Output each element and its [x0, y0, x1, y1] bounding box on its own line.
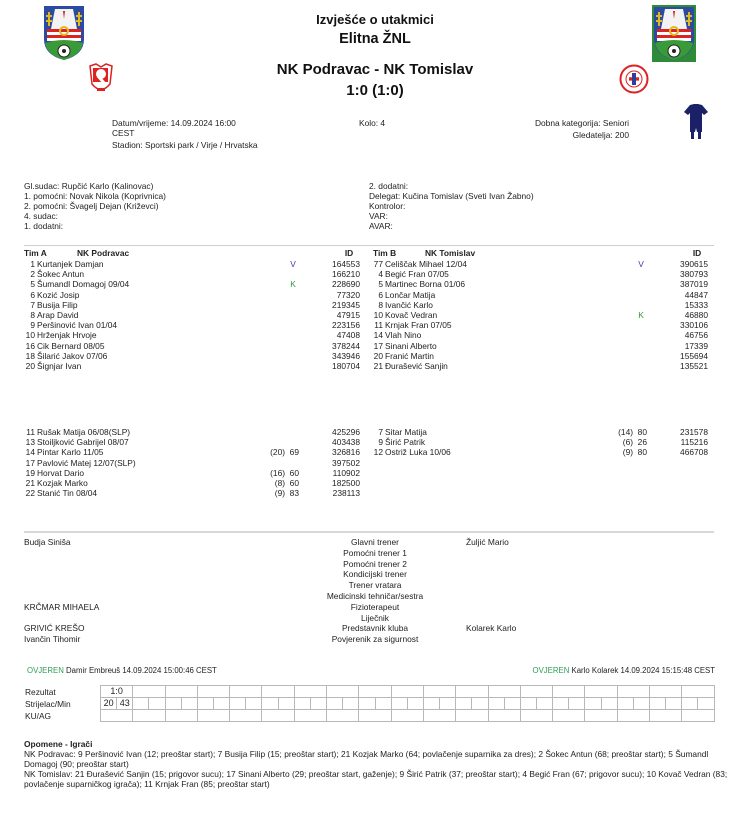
substitution-info: (8) 60	[274, 478, 299, 488]
player-number: 11	[374, 320, 383, 331]
player-name: Stoiljković Gabrijel 08/07	[37, 437, 129, 448]
scorer-cell	[585, 698, 601, 710]
minute-cell	[181, 698, 197, 710]
scorer-cell	[262, 698, 278, 710]
cards-cell	[197, 710, 229, 722]
result-cell	[359, 686, 391, 698]
result-cell	[391, 686, 423, 698]
official-additional-1: 1. dodatni:	[24, 221, 64, 231]
player-name: Kovač Vedran	[385, 310, 438, 320]
player-id: 326816	[332, 447, 360, 458]
cards-cell	[650, 710, 682, 722]
result-cell	[327, 686, 359, 698]
cards-cell	[294, 710, 326, 722]
official-assistant-1: 1. pomoćni: Novak Nikola (Koprivnica)	[24, 191, 166, 201]
verified-by: Damir Embreuš 14.09.2024 15:00:46 CEST	[66, 666, 217, 675]
staff-role: Fizioterapeut	[350, 601, 400, 612]
minute-cell	[375, 698, 391, 710]
scorer-cell: 20	[101, 698, 117, 710]
minute-cell	[246, 698, 262, 710]
player-number: 17	[25, 457, 35, 468]
minute-cell	[472, 698, 488, 710]
cautions-team-a: NK Podravac: 9 Peršinović Ivan (12; preoštar start); 7 Busija Filip (15; preoštar start); 21 Kozjak Marko (64; povlačenje suparnika za dres); 2 Šokec Antun (68; preoštar start); 5 Šumandl Domagoj (90; preoštar start)	[24, 749, 709, 769]
cards-cell	[585, 710, 617, 722]
scorer-cell	[230, 698, 246, 710]
player-number: 10	[373, 310, 383, 320]
player-number: 21	[25, 478, 35, 488]
player-name: Pintar Karlo 11/05	[37, 447, 104, 458]
cards-cell	[488, 710, 520, 722]
player-id: 238113	[332, 488, 360, 499]
substitution-info: (9) 80	[622, 447, 647, 458]
player-number: 9	[30, 320, 35, 331]
player-name: Busija Filip	[37, 299, 78, 310]
result-cell	[262, 686, 294, 698]
player-name: Sinani Alberto	[385, 340, 437, 351]
player-name: Arap David	[37, 310, 79, 320]
player-number: 7	[378, 427, 383, 437]
cards-cell	[165, 710, 197, 722]
player-name: Martinec Borna 01/06	[385, 279, 466, 290]
minute-cell	[278, 698, 294, 710]
player-id: 380793	[680, 269, 708, 280]
player-name: Ostriž Luka 10/06	[385, 447, 451, 458]
cards-cell	[262, 710, 294, 722]
minute-cell	[666, 698, 682, 710]
scorer-cell	[682, 698, 698, 710]
player-name: Šilarić Jakov 07/06	[37, 350, 108, 361]
staff-team-a-member: Budja Siniša	[24, 537, 71, 547]
player-number: 6	[30, 289, 35, 300]
result-cell	[230, 686, 262, 698]
team-b-label: Tim B	[373, 248, 397, 258]
player-number: 20	[25, 361, 35, 371]
match-title: NK Podravac - NK Tomislav	[276, 61, 474, 78]
player-name: Begić Fran 07/05	[385, 269, 449, 280]
player-number: 16	[25, 340, 35, 351]
player-id: 387019	[680, 279, 708, 290]
player-id: 110902	[332, 467, 360, 478]
result-cell	[294, 686, 326, 698]
player-number: 4	[378, 269, 383, 280]
official-fourth-referee: 4. sudac:	[24, 211, 58, 221]
staff-team-b-member: Kolarek Karlo	[466, 623, 517, 634]
player-id: 164553	[332, 259, 360, 269]
player-number: 21	[373, 361, 383, 371]
goalkeeper-mark: V	[290, 259, 296, 269]
substitution-info: (16) 60	[270, 467, 299, 478]
cautions-team-b: NK Tomislav: 21 Đurašević Sanjin (15; prigovor sucu); 17 Sinani Alberto (29; preoštar start, gaženje); 9 Širić Patrik (37; preoštar start); 4 Begić Fran (67; prigovor sucu); 10 Kovač Vedran (83; povlačenje suparničkog igrača); 11 Krnjak Fran (85; preoštar start)	[24, 769, 728, 789]
scorer-cell	[617, 698, 633, 710]
staff-role: Kondicijski trener	[343, 569, 407, 580]
cautions-title: Opomene - Igrači	[24, 739, 93, 749]
player-id: 182500	[332, 478, 360, 488]
result-cell	[520, 686, 552, 698]
scorer-cell	[197, 698, 213, 710]
cards-cell	[553, 710, 585, 722]
result-cell	[423, 686, 455, 698]
team-kit	[684, 104, 708, 140]
captain-mark: K	[638, 310, 644, 320]
player-id: 46880	[684, 310, 708, 320]
player-id: 77320	[336, 289, 360, 300]
team-b-id-header: ID	[692, 248, 702, 258]
player-id: 466708	[680, 447, 708, 458]
player-id: 228690	[332, 279, 360, 290]
substitution-info: (14) 80	[618, 427, 647, 437]
verification-right	[430, 666, 715, 676]
player-id: 180704	[332, 361, 360, 371]
result-cell	[165, 686, 197, 698]
staff-role: Medicinski tehničar/sestra	[326, 591, 424, 601]
player-name: Stanić Tin 08/04	[37, 488, 98, 499]
team-a-label: Tim A	[24, 248, 47, 258]
player-name: Cik Bernard 08/05	[37, 340, 105, 351]
jersey-icon	[684, 104, 708, 140]
official-main-referee: Gl.sudac: Rupčić Karlo (Kalinovac)	[24, 181, 154, 191]
verification-left	[27, 666, 217, 676]
player-name: Vlah Nino	[385, 330, 422, 341]
staff-role: Povjerenik za sigurnost	[331, 634, 419, 645]
player-number: 12	[373, 447, 383, 458]
staff-role: Trener vratara	[348, 580, 402, 591]
official-delegate: Delegat: Kučina Tomislav (Sveti Ivan Žabno)	[369, 191, 534, 201]
staff-role: Liječnik	[361, 612, 389, 623]
scorer-cell	[423, 698, 439, 710]
player-number: 5	[30, 279, 35, 290]
staff-role: Predstavnik kluba	[341, 623, 409, 634]
staff-role: Pomoćni trener 2	[343, 558, 407, 569]
player-name: Hrženjak Hrvoje	[37, 330, 97, 341]
result-cell	[553, 686, 585, 698]
team-b-name: NK Tomislav	[425, 248, 476, 258]
match-round: Kolo: 4	[359, 118, 386, 128]
player-row	[365, 447, 715, 458]
result-cell: 1:0	[101, 686, 133, 698]
official-additional-2: 2. dodatni:	[369, 181, 409, 191]
player-name: Šokec Antun	[37, 269, 85, 280]
cards-cell	[230, 710, 262, 722]
divider	[24, 245, 714, 246]
player-number: 20	[373, 350, 383, 361]
player-row	[17, 488, 367, 499]
player-id: 166210	[332, 269, 360, 280]
team-a-name: NK Podravac	[77, 248, 130, 258]
player-number: 10	[25, 330, 35, 341]
scorer-cell	[553, 698, 569, 710]
substitution-info: (6) 26	[622, 437, 647, 448]
minute-cell	[343, 698, 359, 710]
scorer-cell	[650, 698, 666, 710]
player-number: 8	[30, 310, 35, 320]
player-number: 13	[25, 437, 35, 448]
player-number: 11	[26, 427, 35, 437]
player-id: 378244	[332, 340, 360, 351]
player-number: 8	[378, 299, 383, 310]
player-row	[365, 361, 715, 372]
scorer-cell	[165, 698, 181, 710]
scorer-cell	[391, 698, 407, 710]
minute-cell: 43	[117, 698, 133, 710]
cards-cell	[520, 710, 552, 722]
result-cell	[197, 686, 229, 698]
captain-mark: K	[290, 279, 296, 290]
player-number: 14	[25, 447, 35, 458]
official-assistant-2: 2. pomoćni: Švagelj Dejan (Križevci)	[24, 201, 159, 211]
player-number: 5	[378, 279, 383, 290]
cards-cell	[133, 710, 165, 722]
cards-cell	[682, 710, 714, 722]
player-name: Kozić Josip	[37, 289, 80, 300]
scorer-cell	[327, 698, 343, 710]
grid-label-cards: KU/AG	[25, 711, 52, 721]
player-id: 46756	[684, 330, 708, 341]
minute-cell	[633, 698, 649, 710]
substitution-info: (9) 83	[274, 488, 299, 499]
cards-cell	[423, 710, 455, 722]
result-cell	[617, 686, 649, 698]
player-number: 1	[30, 259, 35, 269]
score-grid	[100, 685, 715, 722]
player-name: Kurtanjek Damjan	[37, 259, 104, 269]
official-controller: Kontrolor:	[369, 201, 406, 211]
report-title: Izvješće o utakmici	[316, 12, 434, 27]
player-id: 15333	[684, 299, 708, 310]
player-id: 397502	[332, 457, 360, 468]
match-timezone: CEST	[112, 128, 135, 138]
player-name: Šignjar Ivan	[37, 361, 82, 371]
player-number: 18	[25, 350, 35, 361]
player-number: 22	[25, 488, 35, 499]
minute-cell	[407, 698, 423, 710]
player-number: 17	[373, 340, 383, 351]
verified-by: Karlo Kolarek 14.09.2024 15:15:48 CEST	[571, 666, 715, 675]
result-cell	[585, 686, 617, 698]
player-id: 17339	[684, 340, 708, 351]
cards-cell	[359, 710, 391, 722]
cards-cell	[327, 710, 359, 722]
player-id: 135521	[680, 361, 708, 371]
age-category: Dobna kategorija: Seniori	[534, 118, 629, 128]
player-id: 155694	[680, 350, 708, 361]
player-id: 231578	[680, 427, 708, 437]
player-name: Franić Martin	[385, 350, 434, 361]
result-cell	[650, 686, 682, 698]
scorer-cell	[488, 698, 504, 710]
minute-cell	[440, 698, 456, 710]
player-name: Kozjak Marko	[37, 478, 88, 488]
scorer-cell	[520, 698, 536, 710]
result-cell	[488, 686, 520, 698]
player-name: Celiščak Mihael 12/04	[385, 259, 467, 269]
player-name: Ivančić Karlo	[385, 299, 433, 310]
cards-cell	[617, 710, 649, 722]
result-cell	[133, 686, 165, 698]
staff-team-a-member: KRČMAR MIHAELA	[24, 601, 100, 612]
player-name: Šumandl Domagoj 09/04	[37, 279, 130, 290]
divider	[24, 531, 714, 533]
official-avar: AVAR:	[369, 221, 393, 231]
scorer-cell	[133, 698, 149, 710]
player-name: Horvat Dario	[37, 467, 85, 478]
staff-role: Glavni trener	[351, 537, 399, 547]
player-name: Đurašević Sanjin	[385, 361, 448, 371]
result-cell	[456, 686, 488, 698]
scorer-cell	[359, 698, 375, 710]
staff-team-a-member: GRIVIĆ KREŠO	[24, 623, 85, 634]
player-name: Krnjak Fran 07/05	[385, 320, 452, 331]
player-name: Lončar Matija	[385, 289, 436, 300]
staff-role: Pomoćni trener 1	[343, 547, 407, 558]
cautions-section	[24, 739, 729, 789]
player-name: Sitar Matija	[385, 427, 427, 437]
player-number: 77	[373, 259, 383, 269]
match-datetime: Datum/vrijeme: 14.09.2024 16:00	[112, 118, 236, 128]
player-id: 223156	[332, 320, 360, 331]
staff-team-b-member: Žuljić Mario	[466, 537, 509, 547]
verified-status: OVJEREN	[27, 666, 64, 675]
match-score: 1:0 (1:0)	[346, 82, 404, 99]
player-name: Peršinović Ivan 01/04	[37, 320, 118, 331]
team-a-id-header: ID	[344, 248, 354, 258]
player-number: 14	[373, 330, 383, 341]
player-name: Rušak Matija 06/08(SLP)	[37, 427, 131, 437]
verified-status: OVJEREN	[532, 666, 570, 675]
player-id: 425296	[332, 427, 360, 437]
player-id: 47915	[336, 310, 360, 320]
minute-cell	[214, 698, 230, 710]
cards-cell	[456, 710, 488, 722]
player-number: 19	[25, 467, 35, 478]
player-id: 47408	[336, 330, 360, 341]
player-row	[17, 361, 367, 372]
cards-cell	[101, 710, 133, 722]
minute-cell	[537, 698, 553, 710]
minute-cell	[569, 698, 585, 710]
player-name: Pavlović Matej 12/07(SLP)	[37, 457, 136, 468]
player-id: 330106	[680, 320, 708, 331]
competition-name: Elitna ŽNL	[339, 31, 411, 47]
player-id: 115216	[680, 437, 708, 448]
player-name: Širić Patrik	[385, 437, 426, 448]
minute-cell	[504, 698, 520, 710]
player-number: 7	[30, 299, 35, 310]
minute-cell	[601, 698, 617, 710]
cards-cell	[391, 710, 423, 722]
spectators: Gledatelja: 200	[572, 130, 629, 140]
staff-team-a-member: Ivančin Tihomir	[24, 634, 81, 645]
player-id: 343946	[332, 350, 360, 361]
minute-cell	[310, 698, 326, 710]
match-stadium: Stadion: Sportski park / Virje / Hrvatska	[112, 140, 258, 150]
goalkeeper-mark: V	[638, 259, 644, 269]
player-id: 390615	[680, 259, 708, 269]
minute-cell	[698, 698, 714, 710]
grid-label-result: Rezultat	[25, 687, 56, 697]
scorer-cell	[456, 698, 472, 710]
player-number: 6	[378, 289, 383, 300]
player-number: 9	[378, 437, 383, 448]
result-cell	[682, 686, 714, 698]
player-number: 2	[30, 269, 35, 280]
player-id: 44847	[684, 289, 708, 300]
substitution-info: (20) 69	[270, 447, 299, 458]
grid-label-scorer: Strijelac/Min	[25, 699, 71, 709]
official-var: VAR:	[369, 211, 388, 221]
minute-cell	[149, 698, 165, 710]
scorer-cell	[294, 698, 310, 710]
player-id: 219345	[332, 299, 360, 310]
player-id: 403438	[332, 437, 360, 448]
